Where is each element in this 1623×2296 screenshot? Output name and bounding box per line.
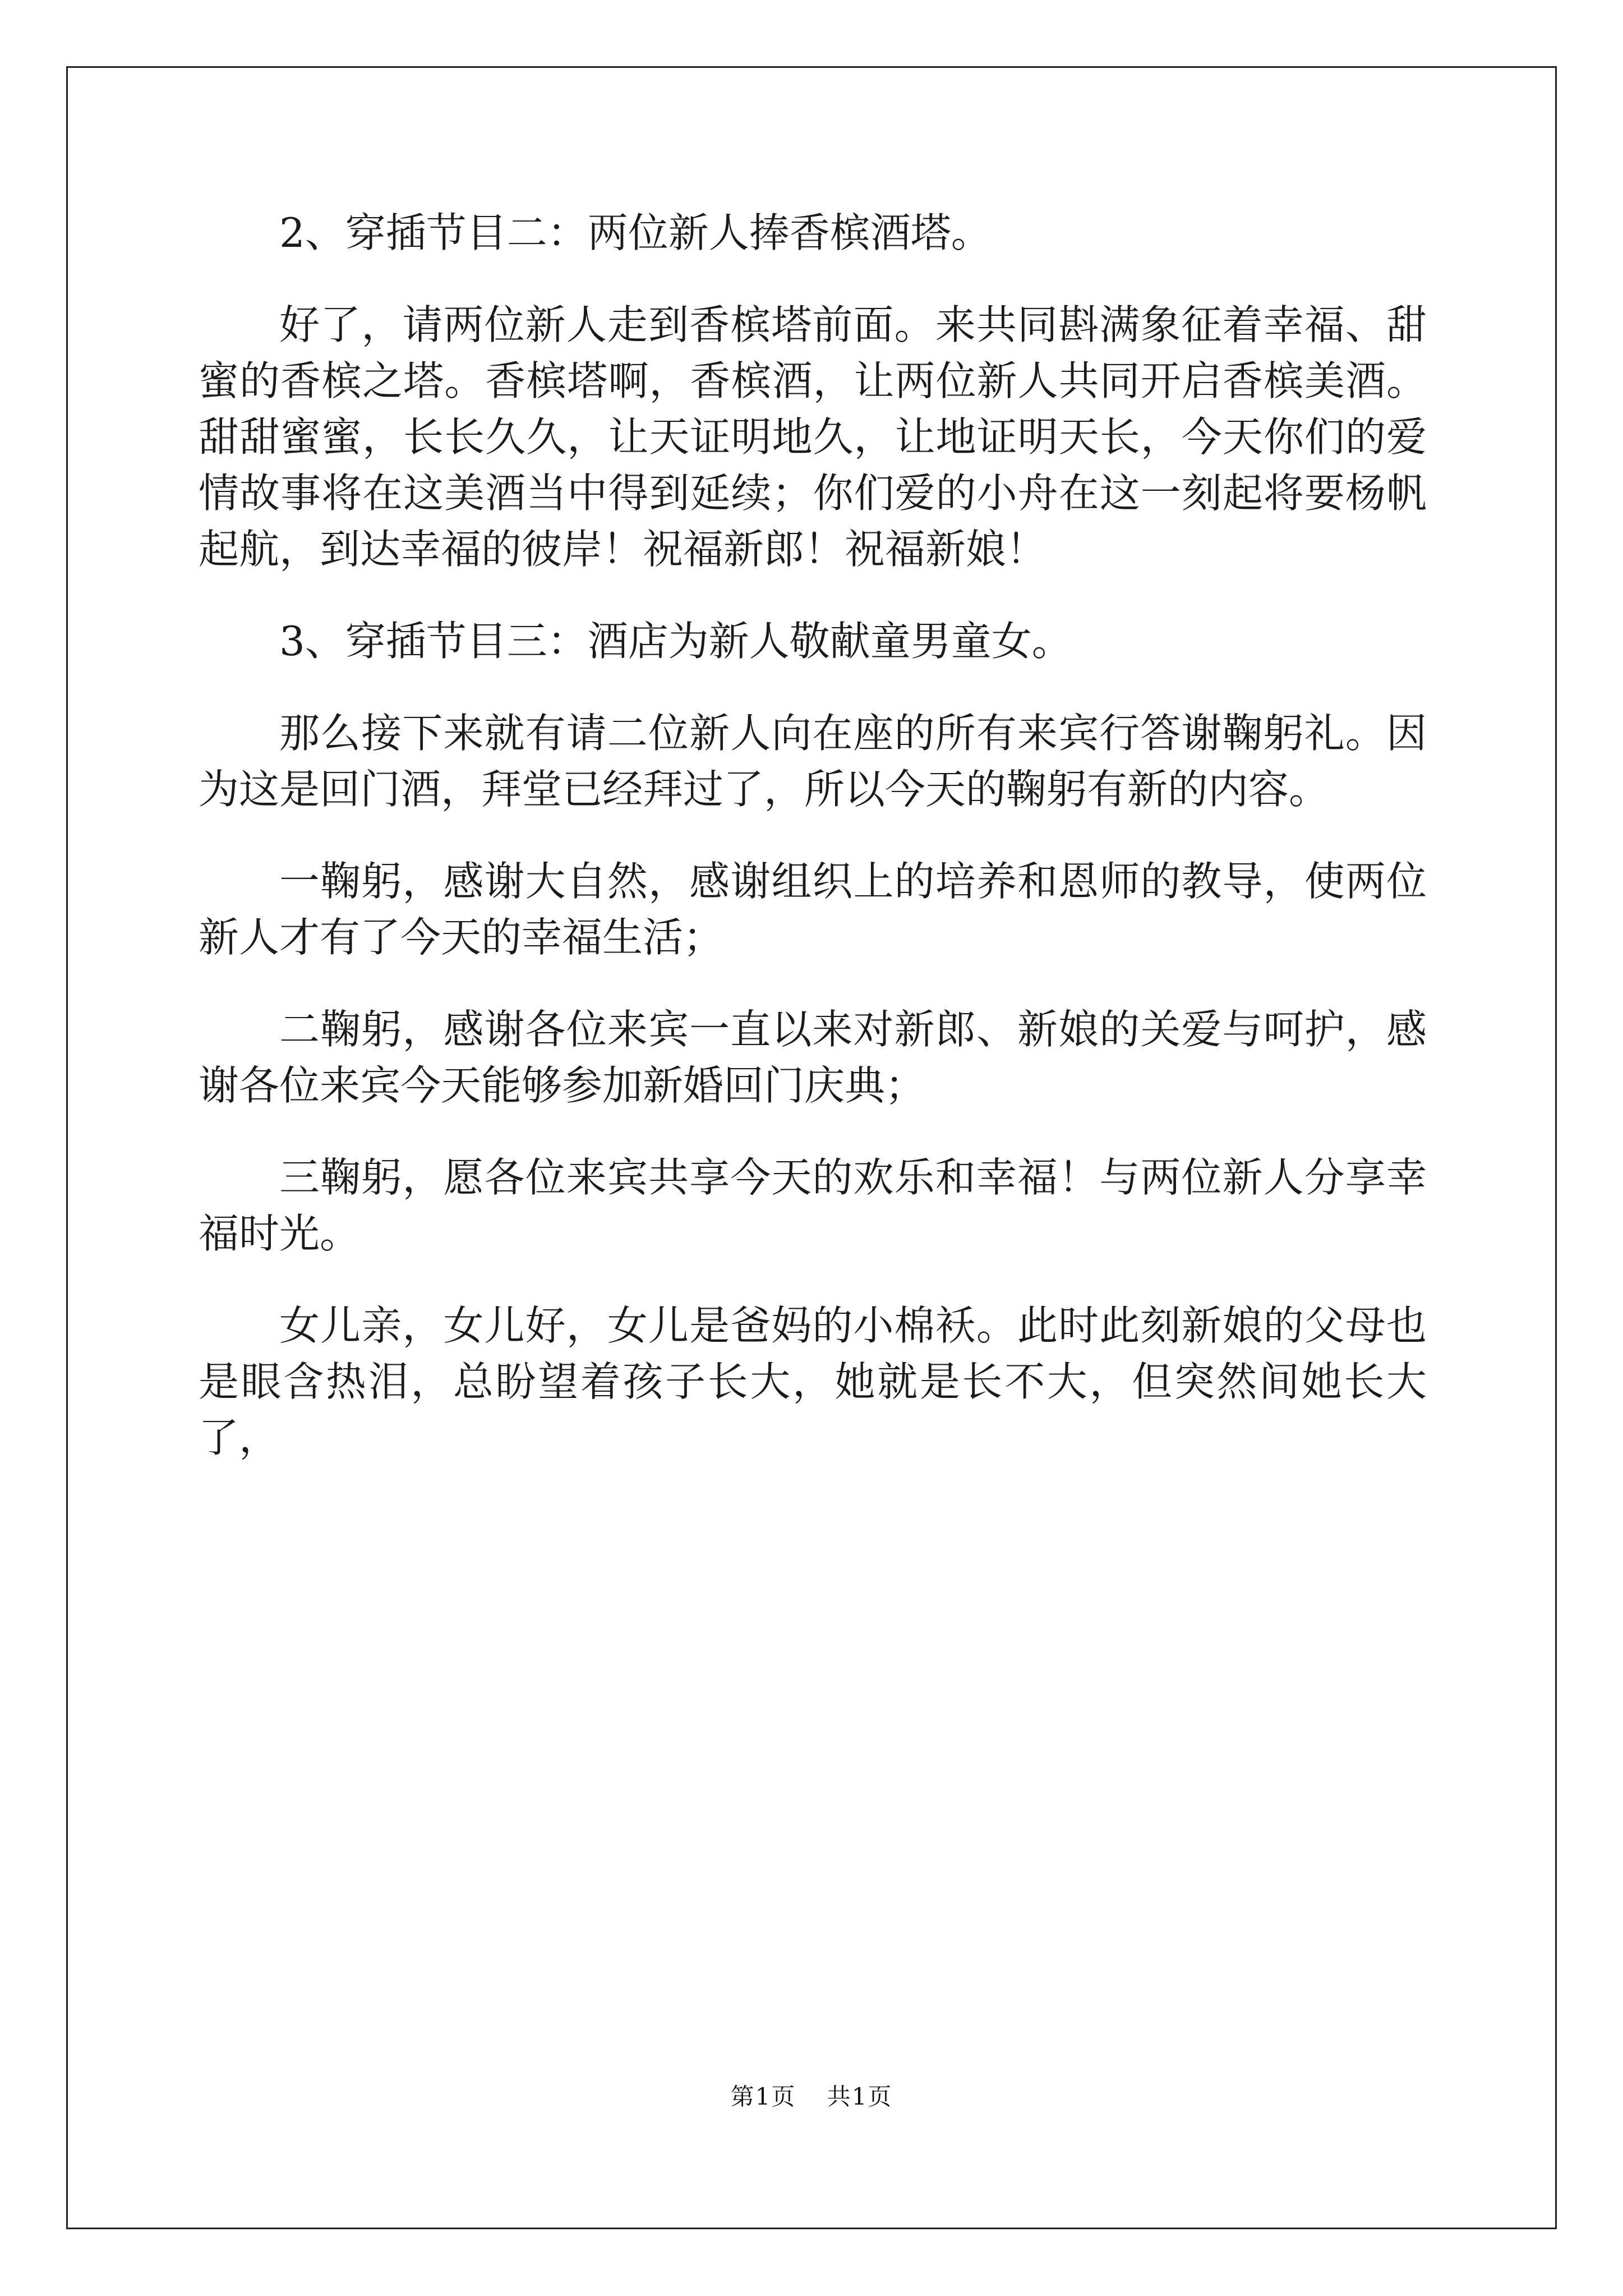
section-heading-3: 3、穿插节目三：酒店为新人敬献童男童女。	[279, 618, 1072, 665]
paragraph-champagne-tower: 好了，请两位新人走到香槟塔前面。来共同斟满象征着幸福、甜蜜的香槟之塔。香槟塔啊，香槟酒，让两位新人共同开启香槟美酒。甜甜蜜蜜，长长久久，让天证明地久，让地证明天长，今天你们的爱情故事将在这美酒当中得到延续；你们爱的小舟在这一刻起将要杨帆起航，到达幸福的彼岸！祝福新郎！祝福新娘！	[199, 301, 1427, 573]
page-number-total: 共1页	[827, 2083, 893, 2110]
paragraph-second-bow: 二鞠躬，感谢各位来宾一直以来对新郎、新娘的关爱与呵护，感谢各位来宾今天能够参加新婚回门庆典；	[199, 1006, 1427, 1109]
section-heading-2: 2、穿插节目二：两位新人捧香槟酒塔。	[279, 209, 992, 256]
document-body	[199, 205, 1427, 1502]
paragraph-first-bow: 一鞠躬，感谢大自然，感谢组织上的培养和恩师的教导，使两位新人才有了今天的幸福生活；	[199, 858, 1427, 961]
page-number-current: 第1页	[730, 2083, 796, 2110]
paragraph-daughter: 女儿亲，女儿好，女儿是爸妈的小棉袄。此时此刻新娘的父母也是眼含热泪，总盼望着孩子长大，她就是长不大，但突然间她长大了，	[199, 1302, 1427, 1461]
paragraph-bow-intro: 那么接下来就有请二位新人向在座的所有来宾行答谢鞠躬礼。因为这是回门酒，拜堂已经拜过了，所以今天的鞠躬有新的内容。	[199, 710, 1427, 813]
paragraph-third-bow: 三鞠躬，愿各位来宾共享今天的欢乐和幸福！与两位新人分享幸福时光。	[199, 1154, 1427, 1257]
page-footer	[0, 2078, 1623, 2112]
